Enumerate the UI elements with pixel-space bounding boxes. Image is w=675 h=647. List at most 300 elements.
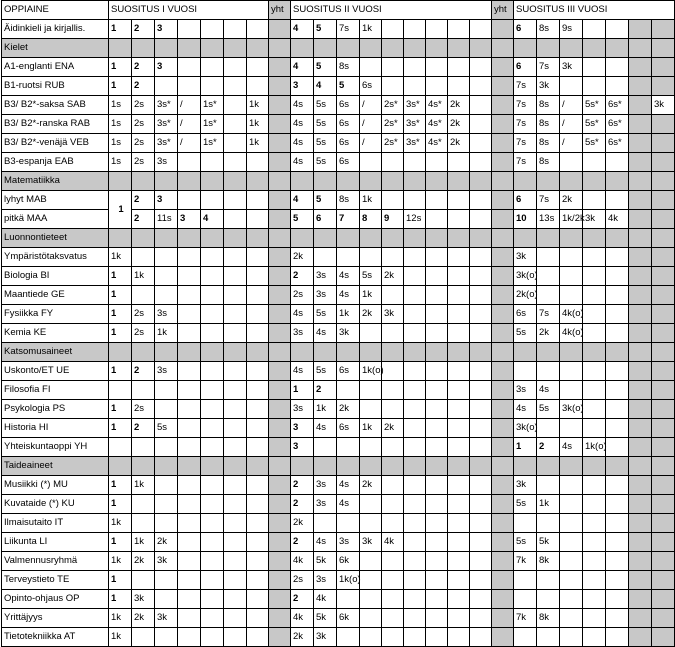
yht1-cell	[269, 514, 291, 533]
table-cell	[224, 438, 247, 457]
section-cell	[652, 39, 675, 58]
table-cell	[606, 324, 629, 343]
section-cell	[269, 343, 291, 362]
table-cell: 2k	[337, 400, 360, 419]
table-cell: 6	[314, 210, 337, 229]
table-cell	[155, 476, 178, 495]
yht2-cell	[492, 153, 514, 172]
table-cell: 8k	[537, 609, 560, 628]
table-row	[2, 20, 675, 39]
table-cell: 3s*	[155, 134, 178, 153]
table-cell: 1k	[109, 628, 132, 647]
table-cell: 3k	[537, 77, 560, 96]
table-cell: 3	[291, 77, 314, 96]
table-cell: 2k(o)	[514, 286, 537, 305]
table-cell: 4s	[537, 381, 560, 400]
table-cell: 2k	[360, 476, 382, 495]
table-cell	[583, 628, 606, 647]
table-cell	[201, 476, 224, 495]
table-cell	[178, 495, 201, 514]
table-cell: 4s	[291, 115, 314, 134]
table-cell: 1	[109, 286, 132, 305]
table-cell	[652, 305, 675, 324]
section-cell	[337, 172, 360, 191]
table-cell: 3	[155, 20, 178, 39]
table-cell	[470, 153, 492, 172]
table-cell: 1k	[247, 115, 269, 134]
table-cell: 6	[514, 58, 537, 77]
section-cell	[583, 229, 606, 248]
table-cell	[382, 514, 404, 533]
table-cell	[247, 438, 269, 457]
yht2-cell	[492, 58, 514, 77]
section-cell	[470, 172, 492, 191]
section-cell	[629, 343, 652, 362]
table-cell	[337, 628, 360, 647]
table-cell	[426, 77, 448, 96]
table-cell	[201, 514, 224, 533]
table-cell	[360, 514, 382, 533]
section-cell	[155, 457, 178, 476]
section-cell	[291, 457, 314, 476]
section-cell	[426, 229, 448, 248]
table-cell	[629, 324, 652, 343]
table-cell	[155, 400, 178, 419]
table-cell	[382, 191, 404, 210]
table-cell: 7s	[514, 77, 537, 96]
table-cell: 4	[291, 20, 314, 39]
table-cell: 4s*	[426, 96, 448, 115]
table-cell	[583, 267, 606, 286]
table-row	[2, 533, 675, 552]
table-cell: 2	[132, 20, 155, 39]
table-cell	[652, 153, 675, 172]
table-row	[2, 96, 675, 115]
table-cell	[404, 628, 426, 647]
table-cell	[178, 438, 201, 457]
table-cell	[470, 58, 492, 77]
table-cell	[178, 609, 201, 628]
table-cell	[404, 381, 426, 400]
table-cell	[132, 514, 155, 533]
table-cell	[201, 552, 224, 571]
table-cell	[360, 153, 382, 172]
table-row	[2, 476, 675, 495]
table-cell: 1s	[109, 96, 132, 115]
section-row	[2, 172, 675, 191]
subject-name: B3/ B2*-venäjä VEB	[2, 134, 109, 153]
table-cell: 2k	[291, 248, 314, 267]
table-row	[2, 514, 675, 533]
table-cell	[178, 324, 201, 343]
yht1-cell	[269, 628, 291, 647]
table-row	[2, 324, 675, 343]
table-cell: 3k	[560, 58, 583, 77]
section-cell	[314, 229, 337, 248]
table-cell: 4s	[314, 533, 337, 552]
table-cell: 3s	[314, 571, 337, 590]
section-cell	[514, 343, 537, 362]
yht1-cell	[269, 571, 291, 590]
table-cell	[404, 362, 426, 381]
table-cell: 1s*	[201, 134, 224, 153]
section-cell	[132, 457, 155, 476]
section-cell	[652, 229, 675, 248]
table-cell	[224, 362, 247, 381]
table-cell	[201, 628, 224, 647]
table-row	[2, 495, 675, 514]
table-cell: 8s	[337, 58, 360, 77]
table-cell	[314, 514, 337, 533]
section-cell	[382, 457, 404, 476]
table-cell	[470, 400, 492, 419]
section-cell	[492, 39, 514, 58]
table-cell: 6s	[337, 115, 360, 134]
table-cell	[404, 324, 426, 343]
table-cell	[560, 248, 583, 267]
table-cell	[470, 419, 492, 438]
subject-name: Fysiikka FY	[2, 305, 109, 324]
table-cell: 3s	[314, 495, 337, 514]
section-cell	[291, 39, 314, 58]
table-cell: 6	[514, 20, 537, 39]
table-cell	[583, 58, 606, 77]
table-cell	[560, 476, 583, 495]
table-cell: 3	[178, 210, 201, 229]
table-cell: 3s	[291, 324, 314, 343]
table-cell	[448, 77, 470, 96]
table-cell	[560, 552, 583, 571]
section-cell	[314, 457, 337, 476]
table-cell	[583, 20, 606, 39]
section-cell	[426, 172, 448, 191]
table-cell	[470, 134, 492, 153]
section-cell	[560, 457, 583, 476]
table-cell	[448, 362, 470, 381]
section-title: Matematiikka	[2, 172, 109, 191]
table-cell	[314, 248, 337, 267]
table-cell	[537, 248, 560, 267]
yht2-header: yht	[492, 1, 514, 20]
table-cell	[201, 153, 224, 172]
table-cell	[652, 115, 675, 134]
table-cell	[583, 571, 606, 590]
table-cell	[652, 58, 675, 77]
section-cell	[360, 457, 382, 476]
table-cell: 3	[155, 58, 178, 77]
yht1-cell	[269, 476, 291, 495]
table-cell	[132, 286, 155, 305]
section-cell	[337, 343, 360, 362]
table-cell	[426, 628, 448, 647]
section-cell	[155, 39, 178, 58]
table-cell: 2	[132, 77, 155, 96]
table-cell	[404, 552, 426, 571]
yht2-cell	[492, 362, 514, 381]
table-cell	[652, 248, 675, 267]
table-cell: 1	[109, 324, 132, 343]
subject-header: OPPIAINE	[2, 1, 109, 20]
table-cell	[404, 20, 426, 39]
table-cell	[629, 286, 652, 305]
table-cell: 8s	[537, 153, 560, 172]
table-cell	[629, 20, 652, 39]
table-cell: 4	[291, 191, 314, 210]
table-cell: 1	[109, 590, 132, 609]
table-cell	[448, 590, 470, 609]
table-cell	[201, 609, 224, 628]
table-cell	[132, 248, 155, 267]
table-cell	[629, 210, 652, 229]
table-cell	[426, 438, 448, 457]
section-cell	[224, 39, 247, 58]
table-cell	[537, 362, 560, 381]
table-cell: 2k	[155, 533, 178, 552]
table-cell: 1	[109, 419, 132, 438]
table-cell	[652, 362, 675, 381]
table-cell	[448, 20, 470, 39]
table-cell	[382, 362, 404, 381]
section-cell	[537, 457, 560, 476]
table-cell	[426, 381, 448, 400]
table-cell	[201, 191, 224, 210]
table-cell: 1k	[109, 248, 132, 267]
table-cell	[470, 267, 492, 286]
table-cell	[629, 134, 652, 153]
subject-name: pitkä MAA	[2, 210, 109, 229]
table-cell: 5s	[537, 400, 560, 419]
table-cell: 1k	[360, 419, 382, 438]
table-row	[2, 628, 675, 647]
table-cell	[629, 609, 652, 628]
table-cell	[247, 514, 269, 533]
table-cell	[629, 115, 652, 134]
section-cell	[492, 343, 514, 362]
table-cell	[470, 115, 492, 134]
yht1-cell	[269, 267, 291, 286]
table-cell: 8s	[537, 20, 560, 39]
table-cell	[426, 20, 448, 39]
yht1-cell	[269, 438, 291, 457]
table-cell	[224, 400, 247, 419]
table-cell: 6s	[360, 77, 382, 96]
table-cell	[178, 362, 201, 381]
table-cell	[178, 248, 201, 267]
table-cell: 7s	[537, 58, 560, 77]
table-cell	[109, 438, 132, 457]
table-cell	[606, 514, 629, 533]
section-cell	[404, 343, 426, 362]
table-cell	[448, 571, 470, 590]
table-cell	[132, 381, 155, 400]
table-cell	[360, 609, 382, 628]
section-cell	[178, 343, 201, 362]
table-cell: 2	[291, 495, 314, 514]
table-cell	[178, 267, 201, 286]
table-cell	[382, 476, 404, 495]
table-row	[2, 286, 675, 305]
table-cell: 7s	[337, 20, 360, 39]
section-cell	[201, 172, 224, 191]
table-cell	[514, 514, 537, 533]
table-cell: 8s	[537, 115, 560, 134]
table-cell	[426, 324, 448, 343]
table-cell	[224, 533, 247, 552]
table-cell	[224, 58, 247, 77]
table-cell	[404, 533, 426, 552]
table-cell: 2k	[291, 628, 314, 647]
table-cell	[629, 533, 652, 552]
subject-name: Historia HI	[2, 419, 109, 438]
table-cell	[155, 286, 178, 305]
yht1-cell	[269, 20, 291, 39]
table-cell: 2s	[132, 153, 155, 172]
section-cell	[426, 343, 448, 362]
table-cell	[337, 514, 360, 533]
table-cell: 1k(o)	[583, 438, 606, 457]
subject-name: Valmennusryhmä	[2, 552, 109, 571]
table-cell	[560, 533, 583, 552]
table-cell	[514, 590, 537, 609]
subject-name: Yhteiskuntaoppi YH	[2, 438, 109, 457]
table-cell	[178, 400, 201, 419]
table-cell	[178, 419, 201, 438]
table-cell	[247, 248, 269, 267]
table-cell	[178, 58, 201, 77]
table-cell	[606, 153, 629, 172]
table-cell	[247, 381, 269, 400]
section-cell	[132, 343, 155, 362]
table-cell: 1	[109, 571, 132, 590]
table-cell	[560, 381, 583, 400]
table-cell	[382, 58, 404, 77]
table-cell: 1	[291, 381, 314, 400]
section-cell	[404, 172, 426, 191]
table-cell	[404, 590, 426, 609]
table-cell: 6s	[337, 96, 360, 115]
section-cell	[537, 39, 560, 58]
table-cell	[247, 495, 269, 514]
table-cell	[404, 286, 426, 305]
table-cell: 1	[109, 20, 132, 39]
table-cell	[629, 248, 652, 267]
table-cell	[247, 153, 269, 172]
table-row	[2, 400, 675, 419]
section-cell	[291, 172, 314, 191]
section-cell	[337, 229, 360, 248]
table-cell: 4k	[606, 210, 629, 229]
yht1-cell	[269, 552, 291, 571]
table-cell: 6s*	[606, 115, 629, 134]
subject-name: lyhyt MAB	[2, 191, 109, 210]
table-cell	[470, 286, 492, 305]
section-cell	[155, 229, 178, 248]
table-cell	[560, 628, 583, 647]
yht1-cell	[269, 134, 291, 153]
table-cell	[360, 552, 382, 571]
section-row	[2, 39, 675, 58]
table-cell	[537, 267, 560, 286]
table-cell	[470, 495, 492, 514]
section-cell	[360, 172, 382, 191]
section-cell	[448, 229, 470, 248]
table-cell	[470, 191, 492, 210]
table-cell: 6	[514, 191, 537, 210]
table-cell	[360, 495, 382, 514]
table-cell	[178, 590, 201, 609]
table-cell	[201, 438, 224, 457]
table-cell: 2k	[360, 305, 382, 324]
table-cell: 2k	[448, 134, 470, 153]
table-cell	[404, 267, 426, 286]
table-row	[2, 115, 675, 134]
table-cell	[426, 590, 448, 609]
table-cell	[448, 210, 470, 229]
table-cell: 1s*	[201, 96, 224, 115]
table-cell: 3s	[155, 153, 178, 172]
yht2-cell	[492, 571, 514, 590]
table-cell: 1s	[109, 115, 132, 134]
table-cell	[201, 533, 224, 552]
table-cell	[652, 381, 675, 400]
table-cell	[629, 267, 652, 286]
table-cell	[247, 267, 269, 286]
section-cell	[606, 229, 629, 248]
table-cell: 4s	[291, 134, 314, 153]
table-row	[2, 77, 675, 96]
table-cell	[404, 77, 426, 96]
table-cell	[606, 476, 629, 495]
table-cell: 5s	[360, 267, 382, 286]
yht1-cell	[269, 362, 291, 381]
table-cell	[360, 324, 382, 343]
table-cell	[426, 58, 448, 77]
table-cell: 4s	[337, 267, 360, 286]
table-cell	[247, 58, 269, 77]
yht1-cell	[269, 96, 291, 115]
yht2-cell	[492, 438, 514, 457]
section-cell	[426, 457, 448, 476]
table-row	[2, 248, 675, 267]
yht2-cell	[492, 609, 514, 628]
table-cell	[337, 590, 360, 609]
table-cell	[606, 419, 629, 438]
table-cell	[560, 495, 583, 514]
table-cell	[178, 476, 201, 495]
yht2-cell	[492, 533, 514, 552]
table-cell: 2s*	[382, 115, 404, 134]
table-cell	[470, 96, 492, 115]
table-cell	[606, 609, 629, 628]
section-cell	[109, 457, 132, 476]
table-cell	[178, 191, 201, 210]
table-cell: 2k	[132, 609, 155, 628]
table-cell	[155, 495, 178, 514]
table-cell	[360, 58, 382, 77]
table-cell	[155, 248, 178, 267]
table-cell	[448, 305, 470, 324]
table-cell: 4s	[291, 305, 314, 324]
section-cell	[247, 172, 269, 191]
table-cell	[583, 400, 606, 419]
table-cell	[382, 286, 404, 305]
table-cell	[247, 20, 269, 39]
table-cell	[247, 210, 269, 229]
table-cell: 3s*	[155, 115, 178, 134]
table-cell: 1	[109, 400, 132, 419]
table-cell: 3s	[155, 362, 178, 381]
section-cell	[560, 172, 583, 191]
